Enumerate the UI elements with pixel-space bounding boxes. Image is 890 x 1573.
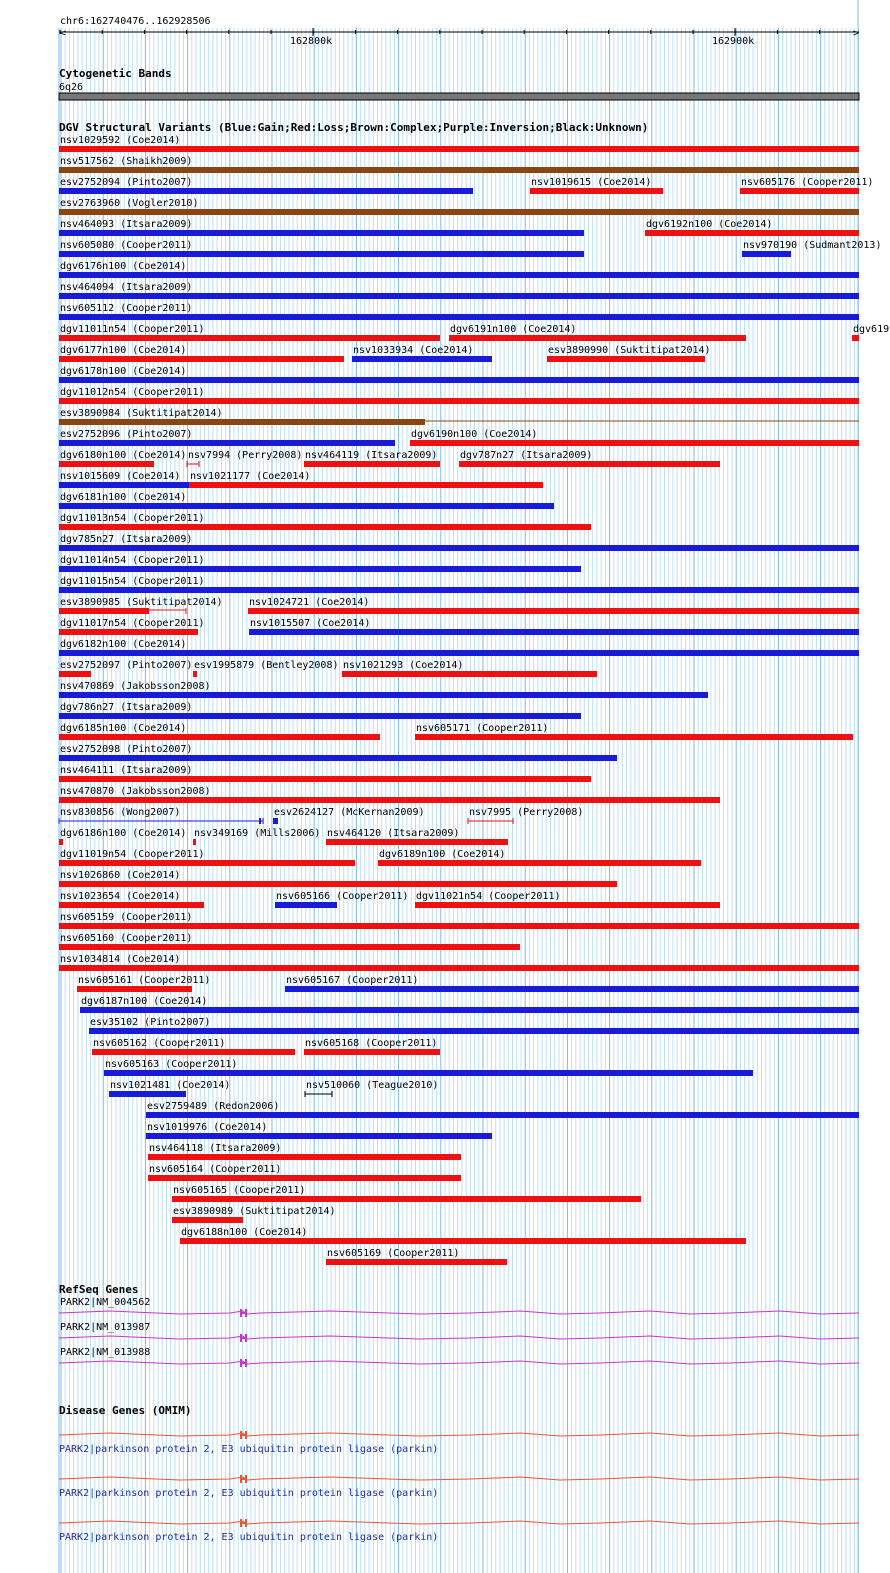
variant-feature[interactable] bbox=[59, 324, 440, 341]
variant-label: dgv11019n54 (Cooper2011) bbox=[60, 849, 205, 860]
variant-bar bbox=[342, 671, 597, 677]
variant-bar bbox=[742, 251, 791, 257]
variant-bar bbox=[449, 335, 746, 341]
variant-feature[interactable] bbox=[59, 429, 395, 446]
variant-label: nsv1024721 (Coe2014) bbox=[249, 597, 370, 608]
variant-feature[interactable] bbox=[59, 807, 263, 824]
variant-bar bbox=[415, 734, 853, 740]
variant-bar bbox=[172, 1217, 243, 1223]
variant-label: dgv6189n100 (Coe2014) bbox=[379, 849, 506, 860]
variant-label: nsv1021481 (Coe2014) bbox=[110, 1080, 231, 1091]
variant-feature[interactable] bbox=[449, 324, 746, 341]
variant-label: nsv830856 (Wong2007) bbox=[60, 807, 181, 818]
variant-label: nsv7995 (Perry2008) bbox=[469, 807, 584, 818]
variant-bar bbox=[248, 608, 859, 614]
variant-feature[interactable] bbox=[59, 702, 581, 719]
variant-feature[interactable] bbox=[59, 240, 584, 257]
variant-label: esv2763960 (Vogler2010) bbox=[60, 198, 199, 209]
variant-bar bbox=[59, 146, 859, 152]
variant-label: nsv605165 (Cooper2011) bbox=[173, 1185, 306, 1196]
variant-label: esv1995879 (Bentley2008) bbox=[194, 660, 339, 671]
variant-bar bbox=[59, 650, 859, 656]
variant-label: esv2752098 (Pinto2007) bbox=[60, 744, 193, 755]
variant-label: nsv1015609 (Coe2014) bbox=[60, 471, 181, 482]
omim-entry-label: PARK2|parkinson protein 2, E3 ubiquitin protein ligase (parkin) bbox=[59, 1444, 439, 1455]
variant-bar bbox=[59, 566, 581, 572]
variant-bar bbox=[193, 839, 196, 845]
variant-feature[interactable] bbox=[59, 660, 192, 677]
variant-label: nsv1015507 (Coe2014) bbox=[250, 618, 371, 629]
variant-label: esv2752094 (Pinto2007) bbox=[60, 177, 193, 188]
cytoband-band-label: 6q26 bbox=[59, 82, 84, 93]
variant-label: nsv605166 (Cooper2011) bbox=[276, 891, 409, 902]
variant-bar bbox=[59, 860, 355, 866]
variant-feature[interactable] bbox=[59, 387, 859, 404]
variant-feature[interactable] bbox=[59, 723, 380, 740]
variant-label: dgv6181n100 (Coe2014) bbox=[60, 492, 187, 503]
cytoband-track-title: Cytogenetic Bands bbox=[59, 67, 172, 80]
variant-feature[interactable] bbox=[59, 513, 591, 530]
refseq-track-title: RefSeq Genes bbox=[59, 1283, 139, 1296]
variant-feature[interactable] bbox=[59, 219, 584, 236]
variant-feature[interactable] bbox=[148, 1164, 461, 1181]
variant-bar bbox=[193, 671, 197, 677]
variant-feature[interactable] bbox=[326, 828, 508, 845]
variant-bar bbox=[59, 587, 859, 593]
variant-feature[interactable] bbox=[275, 891, 408, 908]
variant-label: nsv1021293 (Coe2014) bbox=[343, 660, 464, 671]
variant-label: nsv470870 (Jakobsson2008) bbox=[60, 786, 211, 797]
variant-feature[interactable] bbox=[59, 135, 859, 152]
variant-label: nsv464119 (Itsara2009) bbox=[305, 450, 438, 461]
variant-bar bbox=[59, 419, 425, 425]
variant-bar bbox=[740, 188, 859, 194]
variant-label: esv3890990 (Suktitipat2014) bbox=[548, 345, 711, 356]
variant-bar bbox=[59, 188, 473, 194]
variant-label: esv2752097 (Pinto2007) bbox=[60, 660, 193, 671]
variant-label: nsv464094 (Itsara2009) bbox=[60, 282, 193, 293]
variant-label: nsv605167 (Cooper2011) bbox=[286, 975, 419, 986]
variant-bar bbox=[148, 1154, 461, 1160]
variant-feature[interactable] bbox=[59, 681, 708, 698]
omim-entry-label: PARK2|parkinson protein 2, E3 ubiquitin protein ligase (parkin) bbox=[59, 1532, 439, 1543]
ruler-tick-label-162800k: 162800k bbox=[290, 36, 333, 47]
variant-bar bbox=[104, 1070, 753, 1076]
variant-feature[interactable] bbox=[59, 261, 859, 278]
variant-feature[interactable] bbox=[92, 1038, 295, 1055]
variant-label: nsv605162 (Cooper2011) bbox=[93, 1038, 226, 1049]
variant-feature[interactable] bbox=[248, 597, 859, 614]
variant-label: esv3890989 (Suktitipat2014) bbox=[173, 1206, 336, 1217]
variant-feature[interactable] bbox=[172, 1206, 336, 1223]
variant-bar bbox=[59, 881, 617, 887]
variant-label: nsv605169 (Cooper2011) bbox=[327, 1248, 460, 1259]
variant-bar bbox=[273, 818, 278, 824]
variant-label: dgv6176n100 (Coe2014) bbox=[60, 261, 187, 272]
variant-bar bbox=[59, 398, 859, 404]
variant-label: nsv605163 (Cooper2011) bbox=[105, 1059, 238, 1070]
variant-feature[interactable] bbox=[305, 1080, 438, 1097]
variant-label: dgv6182n100 (Coe2014) bbox=[60, 639, 187, 650]
variant-bar bbox=[59, 335, 440, 341]
variant-label: dgv6180n100 (Coe2014) bbox=[60, 450, 187, 461]
variant-label: nsv605159 (Cooper2011) bbox=[60, 912, 193, 923]
variant-feature[interactable] bbox=[59, 555, 581, 572]
variant-bar bbox=[59, 755, 617, 761]
variant-feature[interactable] bbox=[109, 1080, 230, 1097]
variant-label: dgv11017n54 (Cooper2011) bbox=[60, 618, 205, 629]
variant-feature[interactable] bbox=[326, 1248, 507, 1265]
variant-bar bbox=[189, 482, 543, 488]
variant-label: nsv1021177 (Coe2014) bbox=[190, 471, 311, 482]
variant-feature[interactable] bbox=[249, 618, 859, 635]
variant-feature[interactable] bbox=[146, 1101, 859, 1118]
variant-label: nsv464093 (Itsara2009) bbox=[60, 219, 193, 230]
variant-label: dgv6186n100 (Coe2014) bbox=[60, 828, 187, 839]
variant-label: dgv6188n100 (Coe2014) bbox=[181, 1227, 308, 1238]
variant-label: nsv7994 (Perry2008) bbox=[188, 450, 303, 461]
variant-feature[interactable] bbox=[59, 849, 355, 866]
variant-bar bbox=[59, 524, 591, 530]
variant-feature[interactable] bbox=[273, 807, 425, 824]
ruler-left-arrow-icon: < bbox=[60, 28, 67, 39]
variant-label: dgv6177n100 (Coe2014) bbox=[60, 345, 187, 356]
variant-label: dgv11011n54 (Cooper2011) bbox=[60, 324, 205, 335]
variant-label: dgv11014n54 (Cooper2011) bbox=[60, 555, 205, 566]
variant-bar bbox=[547, 356, 705, 362]
variant-feature[interactable] bbox=[77, 975, 210, 992]
variant-bar bbox=[59, 356, 344, 362]
variant-bar bbox=[59, 503, 554, 509]
variant-bar bbox=[59, 377, 859, 383]
variant-feature[interactable] bbox=[193, 660, 339, 677]
dgv-track bbox=[59, 121, 889, 1265]
variant-feature[interactable] bbox=[59, 198, 859, 215]
variant-bar bbox=[146, 1133, 492, 1139]
variant-bar bbox=[59, 230, 584, 236]
variant-bar bbox=[645, 230, 859, 236]
variant-feature[interactable] bbox=[180, 1227, 746, 1244]
variant-mark bbox=[259, 818, 261, 824]
variant-label: nsv605161 (Cooper2011) bbox=[78, 975, 211, 986]
variant-feature[interactable] bbox=[530, 177, 663, 194]
variant-label: nsv605176 (Cooper2011) bbox=[741, 177, 874, 188]
variant-label: nsv1019976 (Coe2014) bbox=[147, 1122, 268, 1133]
variant-label: dgv785n27 (Itsara2009) bbox=[60, 534, 193, 545]
variant-feature[interactable] bbox=[352, 345, 492, 362]
variant-bar bbox=[59, 797, 720, 803]
variant-label: esv35102 (Pinto2007) bbox=[90, 1017, 211, 1028]
variant-bar bbox=[285, 986, 859, 992]
variant-feature[interactable] bbox=[547, 345, 711, 362]
variant-label: esv3890985 (Suktitipat2014) bbox=[60, 597, 223, 608]
variant-bar bbox=[459, 461, 720, 467]
variant-bar bbox=[59, 608, 149, 614]
variant-bar bbox=[59, 461, 154, 467]
variant-feature[interactable] bbox=[89, 1017, 859, 1034]
dgv-track-title: DGV Structural Variants (Blue:Gain;Red:Loss;Brown:Complex;Purple:Inversion;Black:Unknown) bbox=[59, 121, 649, 134]
variant-bar bbox=[352, 356, 492, 362]
variant-bar bbox=[275, 902, 337, 908]
variant-bar bbox=[410, 440, 859, 446]
variant-label: nsv605171 (Cooper2011) bbox=[416, 723, 549, 734]
variant-bar bbox=[415, 902, 720, 908]
variant-feature[interactable] bbox=[645, 219, 859, 236]
variant-label: dgv6187n100 (Coe2014) bbox=[81, 996, 208, 1007]
variant-label: dgv11013n54 (Cooper2011) bbox=[60, 513, 205, 524]
variant-label: nsv464120 (Itsara2009) bbox=[327, 828, 460, 839]
variant-bar bbox=[59, 629, 198, 635]
variant-label: dgv11012n54 (Cooper2011) bbox=[60, 387, 205, 398]
cytoband-bar bbox=[59, 93, 859, 100]
variant-bar bbox=[109, 1091, 186, 1097]
variant-label: dgv6191n100 (Coe2014) bbox=[450, 324, 577, 335]
variant-bar bbox=[304, 461, 440, 467]
variant-feature[interactable] bbox=[852, 324, 889, 341]
variant-feature[interactable] bbox=[378, 849, 701, 866]
variant-label: nsv1029592 (Coe2014) bbox=[60, 135, 181, 146]
ruler-tick-label-162900k: 162900k bbox=[712, 36, 755, 47]
variant-feature[interactable] bbox=[59, 576, 859, 593]
variant-feature[interactable] bbox=[59, 891, 204, 908]
variant-label: nsv605168 (Cooper2011) bbox=[305, 1038, 438, 1049]
variant-label: nsv605160 (Cooper2011) bbox=[60, 933, 193, 944]
variant-bar bbox=[59, 923, 859, 929]
variant-feature[interactable] bbox=[59, 471, 189, 488]
variant-bar bbox=[146, 1112, 859, 1118]
variant-label: nsv464118 (Itsara2009) bbox=[149, 1143, 282, 1154]
region-label: chr6:162740476..162928506 bbox=[60, 16, 211, 27]
variant-label: dgv11015n54 (Cooper2011) bbox=[60, 576, 205, 587]
variant-bar bbox=[59, 209, 859, 215]
variant-bar bbox=[59, 671, 91, 677]
variant-label: dgv6192n100 (Coe2014) bbox=[646, 219, 773, 230]
variant-label: nsv605112 (Cooper2011) bbox=[60, 303, 193, 314]
variant-feature[interactable] bbox=[148, 1143, 461, 1160]
variant-bar bbox=[326, 839, 508, 845]
variant-bar bbox=[530, 188, 663, 194]
variant-label: esv2759489 (Redon2006) bbox=[147, 1101, 280, 1112]
refseq-gene-label: PARK2|NM_004562 bbox=[60, 1297, 151, 1308]
variant-label: esv3890984 (Suktitipat2014) bbox=[60, 408, 223, 419]
variant-bar bbox=[59, 734, 380, 740]
variant-label: nsv605164 (Cooper2011) bbox=[149, 1164, 282, 1175]
refseq-gene-label: PARK2|NM_013988 bbox=[60, 1347, 151, 1358]
variant-feature[interactable] bbox=[740, 177, 873, 194]
omim-entry-label: PARK2|parkinson protein 2, E3 ubiquitin protein ligase (parkin) bbox=[59, 1488, 439, 1499]
variant-feature[interactable] bbox=[59, 618, 205, 635]
variant-bar bbox=[59, 482, 189, 488]
variant-label: nsv510060 (Teague2010) bbox=[306, 1080, 439, 1091]
variant-label: esv2624127 (McKernan2009) bbox=[274, 807, 425, 818]
variant-feature[interactable] bbox=[59, 492, 554, 509]
variant-feature[interactable] bbox=[146, 1122, 492, 1139]
variant-feature[interactable] bbox=[59, 765, 591, 782]
variant-bar bbox=[59, 713, 581, 719]
variant-bar bbox=[59, 167, 859, 173]
variant-bar bbox=[77, 986, 192, 992]
variant-feature[interactable] bbox=[59, 639, 859, 656]
variant-label: esv2752096 (Pinto2007) bbox=[60, 429, 193, 440]
variant-label: nsv970190 (Sudmant2013) bbox=[743, 240, 882, 251]
variant-bar bbox=[378, 860, 701, 866]
variant-bar bbox=[59, 692, 708, 698]
variant-feature[interactable] bbox=[59, 912, 859, 929]
variant-label: nsv349169 (Mills2006) bbox=[194, 828, 321, 839]
variant-label: nsv517562 (Shaikh2009) bbox=[60, 156, 193, 167]
variant-feature[interactable] bbox=[59, 534, 859, 551]
variant-label: nsv1019615 (Coe2014) bbox=[531, 177, 652, 188]
variant-bar bbox=[59, 440, 395, 446]
variant-feature[interactable] bbox=[59, 450, 186, 467]
variant-feature[interactable] bbox=[304, 1038, 440, 1055]
variant-label: nsv1026860 (Coe2014) bbox=[60, 870, 181, 881]
variant-label: dgv6178n100 (Coe2014) bbox=[60, 366, 187, 377]
variant-label: nsv1034814 (Coe2014) bbox=[60, 954, 181, 965]
refseq-gene-label: PARK2|NM_013987 bbox=[60, 1322, 151, 1333]
variant-bar bbox=[59, 944, 520, 950]
variant-bar bbox=[59, 314, 859, 320]
variant-feature[interactable] bbox=[59, 933, 520, 950]
variant-feature[interactable] bbox=[59, 597, 223, 614]
variant-feature[interactable] bbox=[59, 786, 720, 803]
variant-feature[interactable] bbox=[59, 366, 859, 383]
omim-track-title: Disease Genes (OMIM) bbox=[59, 1404, 192, 1417]
variant-label: nsv1033934 (Coe2014) bbox=[353, 345, 474, 356]
variant-label: dgv6185n100 (Coe2014) bbox=[60, 723, 187, 734]
variant-bar bbox=[59, 965, 859, 971]
variant-bar bbox=[59, 839, 63, 845]
variant-bar bbox=[59, 902, 204, 908]
variant-bar bbox=[852, 335, 859, 341]
variant-feature[interactable] bbox=[59, 282, 859, 299]
variant-bar bbox=[59, 545, 859, 551]
variant-label: dgv619 bbox=[853, 324, 890, 335]
variant-bar bbox=[148, 1175, 461, 1181]
variant-bar bbox=[80, 1007, 859, 1013]
variant-bar bbox=[326, 1259, 507, 1265]
variant-feature[interactable] bbox=[189, 471, 543, 488]
variant-bar bbox=[249, 629, 859, 635]
variant-label: dgv11021n54 (Cooper2011) bbox=[416, 891, 561, 902]
variant-label: nsv464111 (Itsara2009) bbox=[60, 765, 193, 776]
variant-bar bbox=[172, 1196, 641, 1202]
variant-bar bbox=[59, 776, 591, 782]
variant-label: dgv787n27 (Itsara2009) bbox=[460, 450, 593, 461]
variant-label: nsv605080 (Cooper2011) bbox=[60, 240, 193, 251]
variant-feature[interactable] bbox=[59, 954, 859, 971]
variant-feature[interactable] bbox=[304, 450, 440, 467]
variant-bar bbox=[89, 1028, 859, 1034]
variant-bar bbox=[304, 1049, 440, 1055]
variant-label: nsv1023654 (Coe2014) bbox=[60, 891, 181, 902]
variant-feature[interactable] bbox=[59, 156, 859, 173]
variant-label: nsv470869 (Jakobsson2008) bbox=[60, 681, 211, 692]
ruler-right-arrow-icon: > bbox=[853, 28, 860, 39]
variant-bar bbox=[59, 293, 859, 299]
variant-bar bbox=[180, 1238, 746, 1244]
variant-bar bbox=[59, 251, 584, 257]
variant-feature[interactable] bbox=[59, 303, 859, 320]
variant-label: dgv6190n100 (Coe2014) bbox=[411, 429, 538, 440]
variant-label: dgv786n27 (Itsara2009) bbox=[60, 702, 193, 713]
variant-feature[interactable] bbox=[59, 408, 859, 425]
variant-feature[interactable] bbox=[80, 996, 859, 1013]
ruler bbox=[60, 16, 859, 47]
variant-bar bbox=[92, 1049, 295, 1055]
variant-bar bbox=[59, 272, 859, 278]
